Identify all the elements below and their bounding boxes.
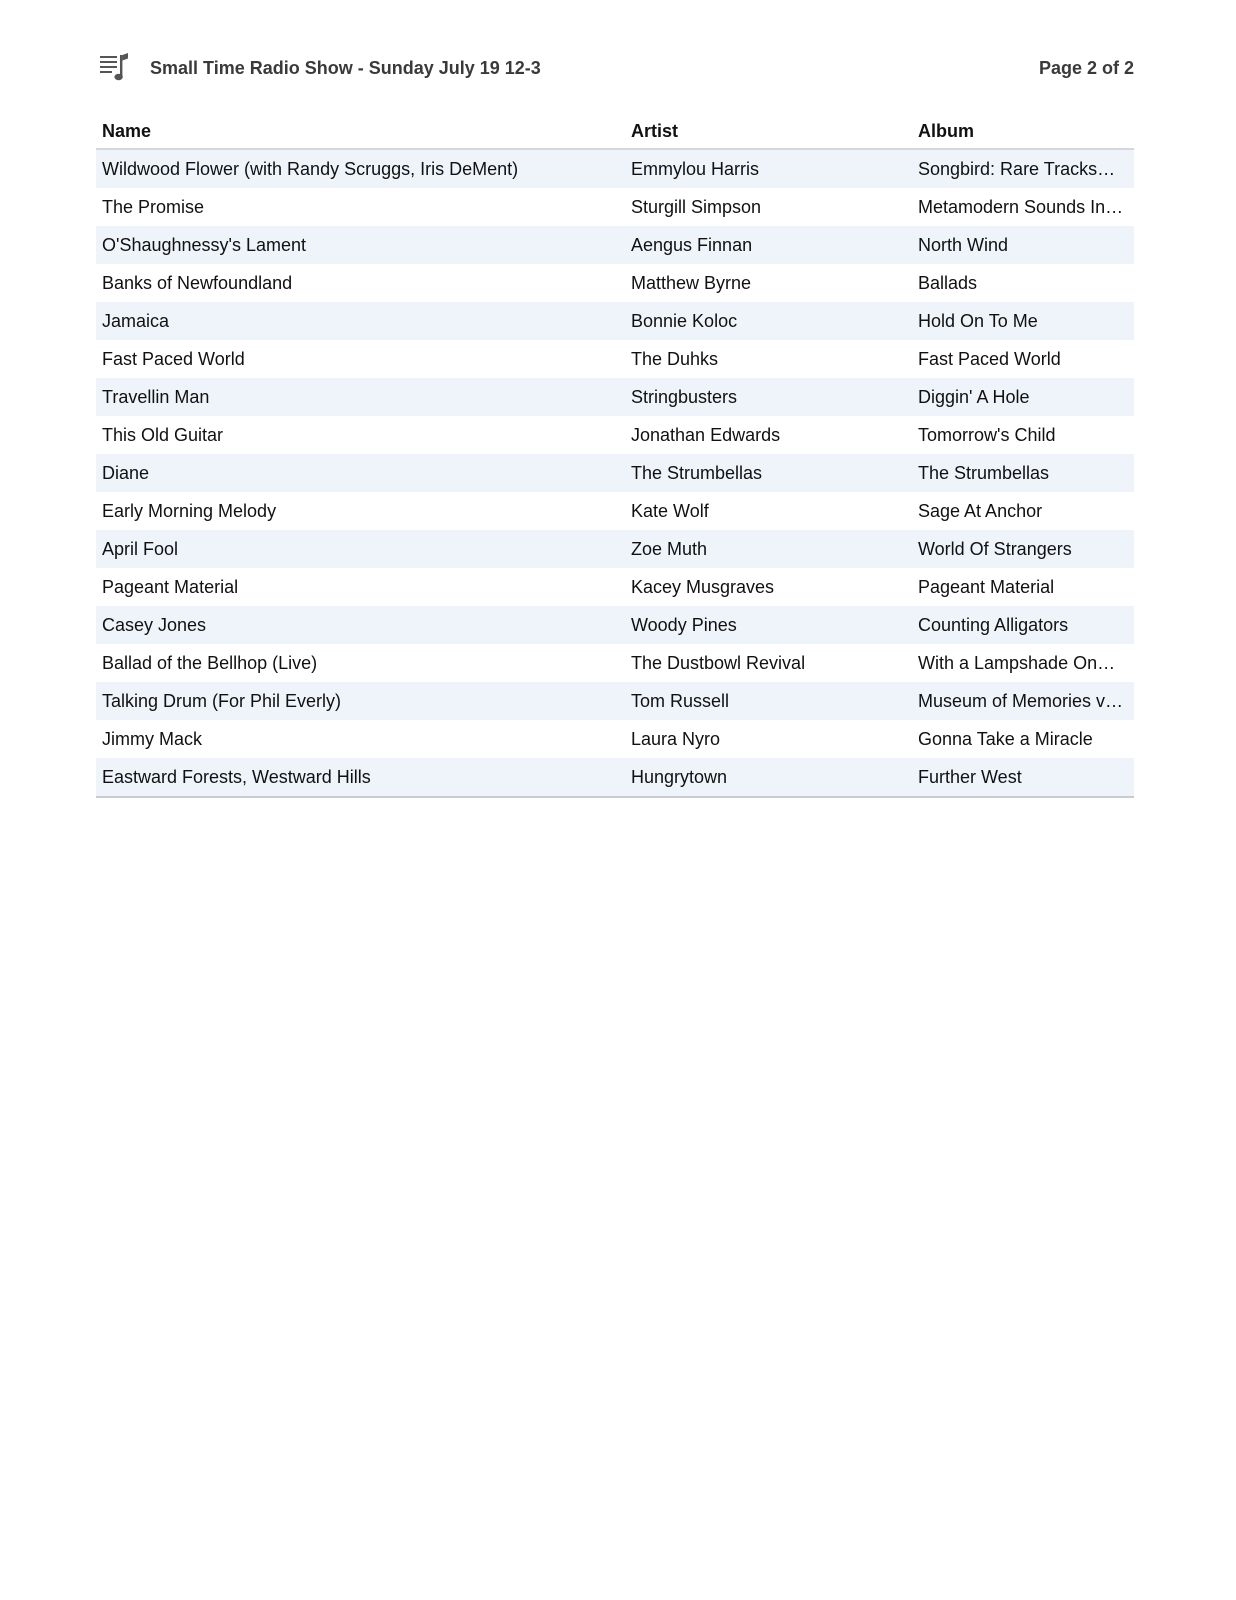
table-row: [96, 149, 1134, 188]
track-table: [96, 114, 1134, 798]
track-name: Jamaica: [96, 302, 625, 340]
track-artist: Woody Pines: [625, 606, 912, 644]
track-artist: Zoe Muth: [625, 530, 912, 568]
track-artist: Tom Russell: [625, 682, 912, 720]
track-album: Diggin' A Hole: [912, 378, 1134, 416]
track-name: Travellin Man: [96, 378, 625, 416]
page-header: [100, 52, 1134, 86]
track-album: Counting Alligators: [912, 606, 1134, 644]
track-name: Early Morning Melody: [102, 500, 277, 521]
track-name: Casey Jones: [96, 606, 625, 644]
track-name: Eastward Forests, Westward Hills: [96, 758, 625, 797]
track-artist: Emmylou Harris: [625, 149, 912, 188]
table-row: [96, 378, 1134, 416]
column-header-name: Name: [96, 114, 625, 149]
column-header-artist: Artist: [625, 114, 912, 149]
track-album: Pageant Material: [918, 576, 1055, 597]
column-header-album: Album: [912, 114, 1134, 149]
track-album: With a Lampshade On…: [918, 652, 1116, 673]
table-row: [96, 340, 1134, 378]
table-row: [96, 720, 1134, 758]
track-name: Banks of Newfoundland: [102, 272, 293, 293]
table-row: [96, 416, 1134, 454]
track-name: Pageant Material: [102, 576, 239, 597]
track-artist: Jonathan Edwards: [631, 424, 781, 445]
track-name: O'Shaughnessy's Lament: [96, 226, 625, 264]
track-artist: Stringbusters: [625, 378, 912, 416]
track-artist: Laura Nyro: [631, 728, 721, 749]
track-name: Talking Drum (For Phil Everly): [96, 682, 625, 720]
track-album: Metamodern Sounds In…: [918, 196, 1124, 217]
table-row: [96, 758, 1134, 797]
track-album: North Wind: [912, 226, 1134, 264]
table-row: [96, 264, 1134, 302]
track-album: Songbird: Rare Tracks…: [912, 149, 1134, 188]
track-artist: Sturgill Simpson: [631, 196, 762, 217]
track-name: Diane: [96, 454, 625, 492]
track-artist: The Duhks: [631, 348, 719, 369]
track-album: Ballads: [918, 272, 978, 293]
track-name: Fast Paced World: [102, 348, 245, 369]
track-artist: The Strumbellas: [625, 454, 912, 492]
table-row: [96, 644, 1134, 682]
track-artist: Matthew Byrne: [631, 272, 752, 293]
document-title: Small Time Radio Show - Sunday July 19 12-3: [150, 58, 541, 78]
table-row: [96, 188, 1134, 226]
page-number: Page 2 of 2: [1038, 58, 1134, 78]
track-name: This Old Guitar: [102, 424, 224, 445]
track-name: The Promise: [102, 196, 205, 217]
track-album: Gonna Take a Miracle: [918, 728, 1093, 749]
track-album: Tomorrow's Child: [918, 424, 1056, 445]
table-row: [96, 568, 1134, 606]
track-artist: Hungrytown: [625, 758, 912, 797]
track-artist: Bonnie Koloc: [625, 302, 912, 340]
track-artist: The Dustbowl Revival: [631, 652, 806, 673]
table-row: [96, 454, 1134, 492]
track-name: Wildwood Flower (with Randy Scruggs, Iris DeMent): [96, 149, 625, 188]
track-name: Jimmy Mack: [102, 728, 202, 749]
track-artist: Kate Wolf: [631, 500, 709, 521]
table-row: [96, 530, 1134, 568]
table-row: [96, 606, 1134, 644]
track-album: Fast Paced World: [918, 348, 1061, 369]
track-album: Museum of Memories v…: [912, 682, 1134, 720]
playlist-music-icon: [100, 52, 132, 84]
track-name: Ballad of the Bellhop (Live): [102, 652, 318, 673]
table-row: [96, 492, 1134, 530]
table-header-row: [96, 114, 1134, 149]
table-row: [96, 226, 1134, 264]
track-artist: Aengus Finnan: [625, 226, 912, 264]
track-name: April Fool: [96, 530, 625, 568]
track-album: Hold On To Me: [912, 302, 1134, 340]
track-album: Sage At Anchor: [918, 500, 1043, 521]
table-row: [96, 302, 1134, 340]
track-album: The Strumbellas: [912, 454, 1134, 492]
track-artist: Kacey Musgraves: [631, 576, 775, 597]
table-row: [96, 682, 1134, 720]
track-album: World Of Strangers: [912, 530, 1134, 568]
track-album: Further West: [912, 758, 1134, 797]
